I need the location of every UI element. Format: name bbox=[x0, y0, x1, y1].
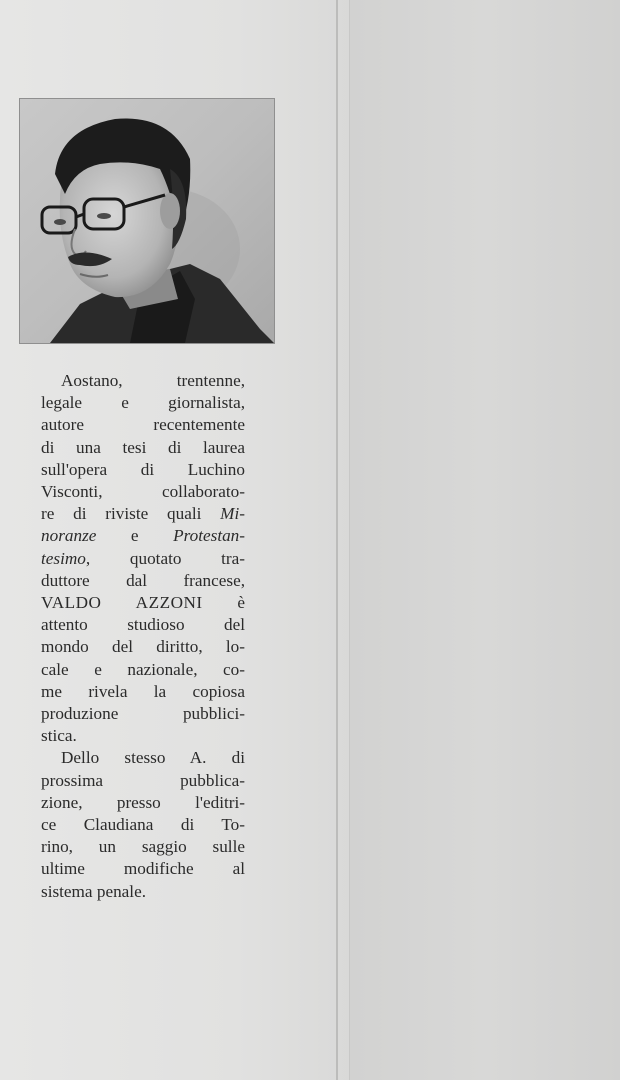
bio-line: rino, un saggio sulle bbox=[41, 837, 245, 857]
bio-line: stica. bbox=[41, 726, 77, 746]
bio-line bbox=[41, 548, 245, 570]
portrait-image bbox=[20, 99, 274, 343]
bio-line: attento studioso del bbox=[41, 615, 245, 635]
fold-crease bbox=[336, 0, 338, 1080]
bio-paragraph-1 bbox=[41, 370, 245, 747]
bio-line: legale e giornalista, bbox=[41, 393, 245, 413]
bio-line: cale e nazionale, co- bbox=[41, 659, 245, 679]
bio-line: Aostano, trentenne, bbox=[61, 371, 245, 390]
bio-line: ultime modifiche al bbox=[41, 859, 245, 879]
bio-line: autore recentemente bbox=[41, 415, 245, 435]
bio-line: produzione pubblici- bbox=[41, 704, 245, 724]
bio-line: sistema penale. bbox=[41, 881, 146, 901]
right-panel bbox=[350, 0, 620, 1080]
bio-line: me rivela la copiosa bbox=[41, 681, 245, 701]
bio-line: Dello stesso A. di bbox=[61, 748, 245, 768]
journal-title-minoranze: Mi- bbox=[220, 504, 245, 524]
bio-line: prossima pubblica- bbox=[41, 770, 245, 790]
bio-line: mondo del diritto, lo- bbox=[41, 637, 245, 657]
bio-line: di una tesi di laurea bbox=[41, 437, 245, 457]
journal-title-minoranze-cont: noranze bbox=[41, 526, 97, 546]
journal-title-protestantesimo: Protestan- bbox=[173, 526, 245, 546]
bio-text: è bbox=[202, 593, 245, 613]
bio-text: re di riviste quali bbox=[41, 504, 221, 524]
bio-text: e bbox=[96, 526, 174, 546]
bio-paragraph-2 bbox=[41, 747, 245, 902]
bio-line bbox=[41, 503, 245, 525]
bio-line bbox=[41, 592, 245, 614]
bio-line bbox=[41, 525, 245, 547]
bio-line: ce Claudiana di To- bbox=[41, 815, 245, 835]
bio-text: , quotato tra- bbox=[85, 548, 245, 568]
author-portrait-photo bbox=[19, 98, 275, 344]
journal-title-protestantesimo-cont: tesimo bbox=[41, 548, 86, 568]
bio-line: zione, presso l'editri- bbox=[41, 792, 245, 812]
fold-crease-edge bbox=[349, 0, 350, 1080]
author-name: VALDO AZZONI bbox=[41, 593, 203, 613]
bio-line: duttore dal francese, bbox=[41, 570, 245, 590]
author-biography bbox=[41, 370, 245, 903]
bio-line: sull'opera di Luchino bbox=[41, 459, 245, 479]
bio-line: Visconti, collaborato- bbox=[41, 482, 245, 502]
